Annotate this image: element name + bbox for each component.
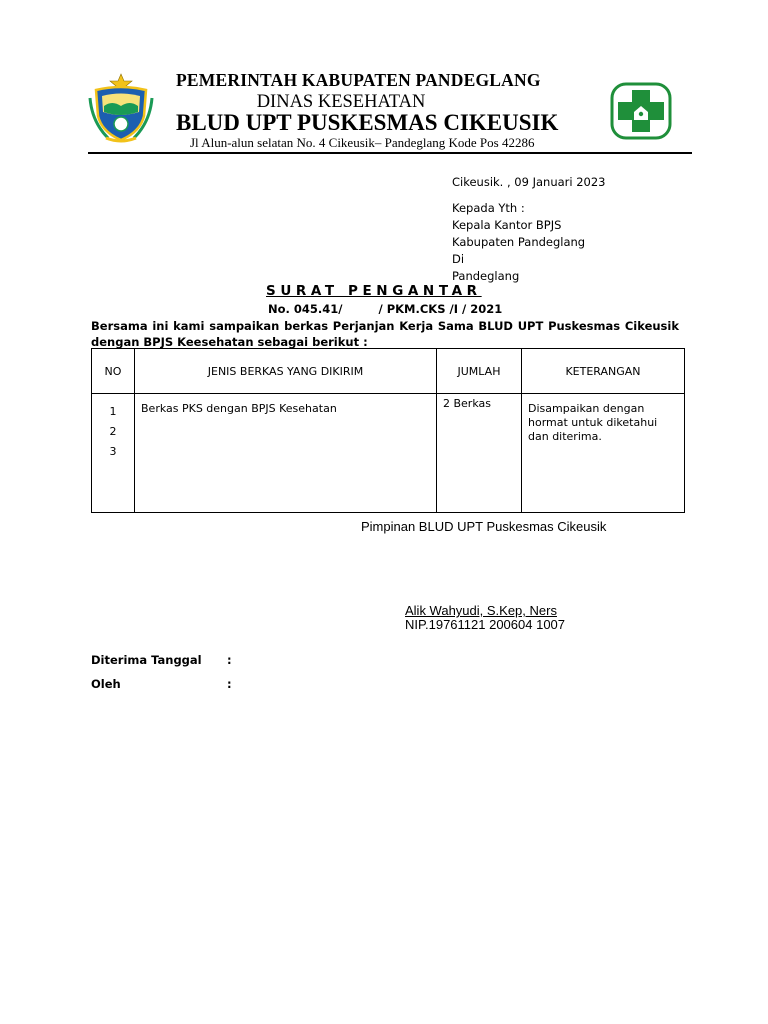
kop-pemerintah: PEMERINTAH KABUPATEN PANDEGLANG bbox=[176, 70, 541, 90]
row-numbers bbox=[92, 394, 135, 513]
kop-dinas: DINAS KESEHATAN bbox=[256, 92, 426, 112]
addressee-block bbox=[452, 174, 606, 285]
intro-paragraph: Bersama ini kami sampaikan berkas Perjanjan Kerja Sama BLUD UPT Puskesmas Cikeusik dengan BPJS Keesehatan sebagai berikut : bbox=[91, 319, 679, 349]
header-divider bbox=[88, 152, 692, 154]
letter-title: SURAT PENGANTAR bbox=[266, 283, 482, 299]
signature-position: Pimpinan BLUD UPT Puskesmas Cikeusik bbox=[361, 519, 607, 534]
signature-name: Alik Wahyudi, S.Kep, Ners bbox=[405, 603, 557, 618]
kop-address: Jl Alun-alun selatan No. 4 Cikeusik– Pandeglang Kode Pos 42286 bbox=[190, 135, 535, 150]
col-header-keterangan: KETERANGAN bbox=[522, 349, 685, 394]
oleh-colon: : bbox=[227, 677, 232, 691]
pandeglang-emblem-icon bbox=[88, 72, 154, 144]
row-number-3: 3 bbox=[109, 445, 117, 458]
table-row bbox=[92, 394, 685, 513]
diterima-colon: : bbox=[227, 653, 232, 667]
signature-nip: NIP.19761121 200604 1007 bbox=[405, 617, 566, 632]
table-header-row bbox=[92, 349, 685, 394]
row-jumlah: 2 Berkas bbox=[437, 394, 522, 513]
diterima-label: Diterima Tanggal bbox=[91, 653, 202, 667]
kepada-yth: Kepada Yth : bbox=[452, 201, 525, 215]
row-number-1: 1 bbox=[109, 405, 117, 418]
kop-puskesmas: BLUD UPT PUSKESMAS CIKEUSIK bbox=[176, 110, 559, 135]
row-keterangan: Disampaikan dengan hormat untuk diketahui dan diterima. bbox=[522, 394, 685, 513]
row-number-2: 2 bbox=[109, 425, 117, 438]
recipient-city: Pandeglang bbox=[452, 269, 520, 283]
recipient-regency: Kabupaten Pandeglang bbox=[452, 235, 586, 249]
recipient-di: Di bbox=[452, 252, 465, 266]
col-header-no: NO bbox=[92, 349, 135, 394]
puskesmas-logo-icon bbox=[610, 82, 672, 140]
recipient-name: Kepala Kantor BPJS bbox=[452, 218, 562, 232]
letter-number: No. 045.41/ / PKM.CKS /I / 2021 bbox=[268, 302, 503, 316]
col-header-jumlah: JUMLAH bbox=[437, 349, 522, 394]
row-jenis: Berkas PKS dengan BPJS Kesehatan bbox=[135, 394, 437, 513]
oleh-label: Oleh bbox=[91, 677, 121, 691]
berkas-table bbox=[91, 348, 685, 513]
col-header-jenis: JENIS BERKAS YANG DIKIRIM bbox=[135, 349, 437, 394]
letter-date: Cikeusik. , 09 Januari 2023 bbox=[452, 175, 606, 189]
